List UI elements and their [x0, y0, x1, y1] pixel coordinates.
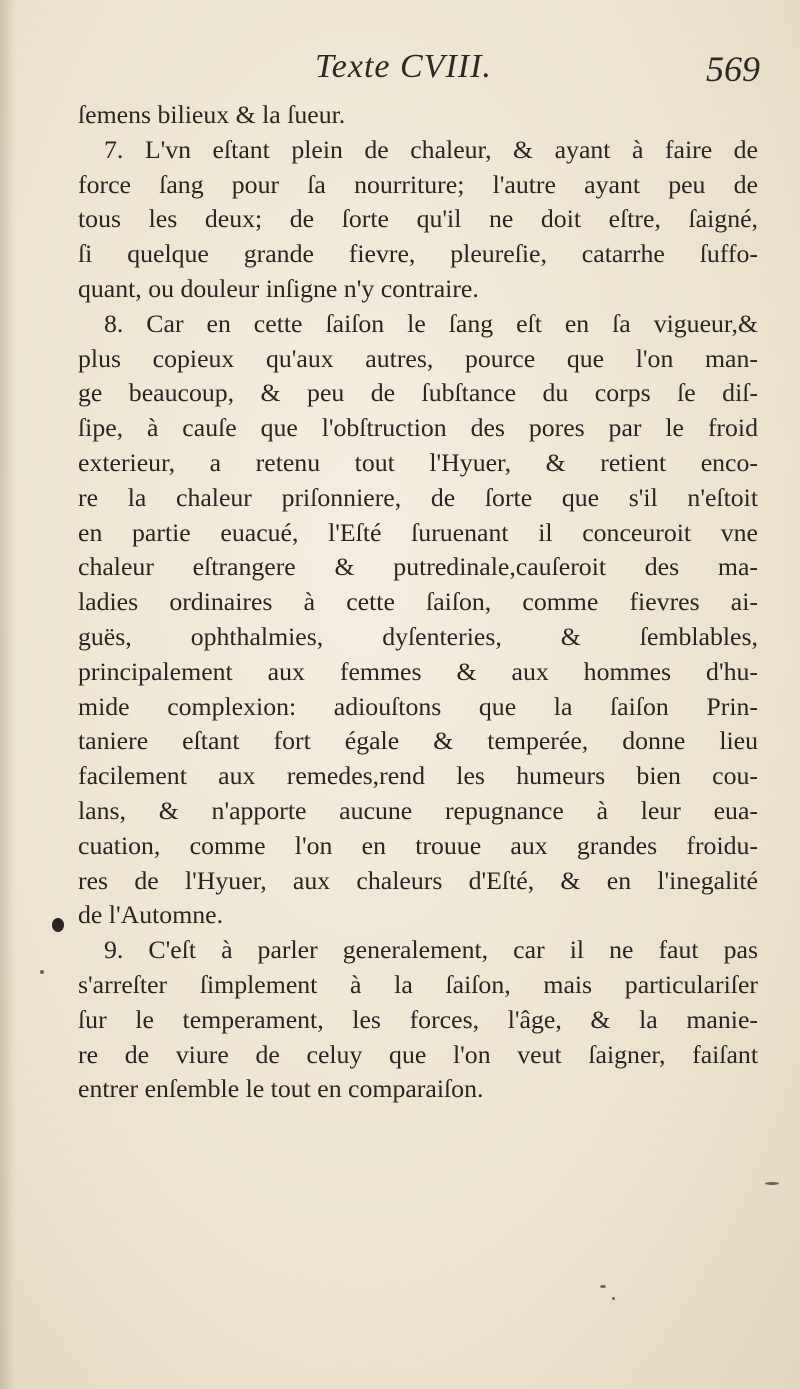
text-line: principalement aux femmes & aux hommes d'hu-: [78, 656, 758, 686]
text-line: 9. C'eſt à parler generalement, car il ne faut pas: [104, 935, 758, 965]
text-line: en partie euacué, l'Eſté ſuruenant il conceuroit vne: [78, 517, 758, 547]
text-line: 7. L'vn eſtant plein de chaleur, & ayant à faire de: [104, 134, 758, 164]
paper-speck: [765, 1182, 779, 1185]
text-line: de l'Automne.: [78, 900, 224, 930]
running-head: Texte CVIII.: [315, 48, 492, 85]
text-line: ladies ordinaires à cette ſaiſon, comme fievres ai-: [78, 587, 758, 617]
text-line: ſemens bilieux & la ſueur.: [78, 100, 346, 129]
text-line: entrer enſemble le tout en comparaiſon.: [78, 1074, 484, 1104]
ink-blot: [52, 918, 64, 932]
text-line: force ſang pour ſa nourriture; l'autre ayant peu de: [78, 169, 758, 199]
page-edge-shadow: [0, 0, 14, 1389]
text-line: ge beaucoup, & peu de ſubſtance du corps ſe diſ-: [78, 378, 758, 408]
text-line: guës, ophthalmies, dyſenteries, & ſemblables,: [78, 621, 758, 651]
text-line: facilement aux remedes,rend les humeurs bien cou-: [78, 761, 758, 791]
text-line: res de l'Hyuer, aux chaleurs d'Eſté, & en l'inegalité: [78, 865, 758, 895]
text-line: s'arreſter ſimplement à la ſaiſon, mais particulariſer: [78, 969, 758, 999]
paper-speck: [600, 1285, 606, 1288]
text-line: ſipe, à cauſe que l'obſtruction des pores par le froid: [78, 413, 758, 443]
text-line: mide complexion: adiouſtons que la ſaiſon Prin-: [78, 691, 758, 721]
body-text: [78, 98, 758, 1107]
text-line: re la chaleur priſonniere, de ſorte que s'il n'eſtoit: [78, 482, 758, 512]
text-line: lans, & n'apporte aucune repugnance à leur eua-: [78, 795, 758, 825]
text-line: cuation, comme l'on en trouue aux grandes froidu-: [78, 830, 758, 860]
text-line: tous les deux; de ſorte qu'il ne doit eſtre, ſaigné,: [78, 204, 758, 234]
text-line: plus copieux qu'aux autres, pource que l'on man-: [78, 343, 758, 373]
text-line: taniere eſtant fort égale & temperée, donne lieu: [78, 726, 758, 756]
text-line: re de viure de celuy que l'on veut ſaigner, faiſant: [78, 1039, 758, 1069]
text-line: quant, ou douleur inſigne n'y contraire.: [78, 273, 479, 303]
text-line: chaleur eſtrangere & putredinale,cauſeroit des ma-: [78, 552, 758, 582]
page-header: [80, 48, 760, 98]
text-line: ſur le temperament, les forces, l'âge, & la manie-: [78, 1004, 758, 1034]
text-line: 8. Car en cette ſaiſon le ſang eſt en ſa vigueur,&: [104, 308, 758, 338]
text-line: ſi quelque grande fievre, pleureſie, catarrhe ſuffo-: [78, 239, 758, 269]
paper-speck: [612, 1297, 615, 1300]
page-number: 569: [706, 49, 760, 89]
text-line: exterieur, a retenu tout l'Hyuer, & retient enco-: [78, 447, 758, 477]
paper-speck: [40, 970, 44, 974]
